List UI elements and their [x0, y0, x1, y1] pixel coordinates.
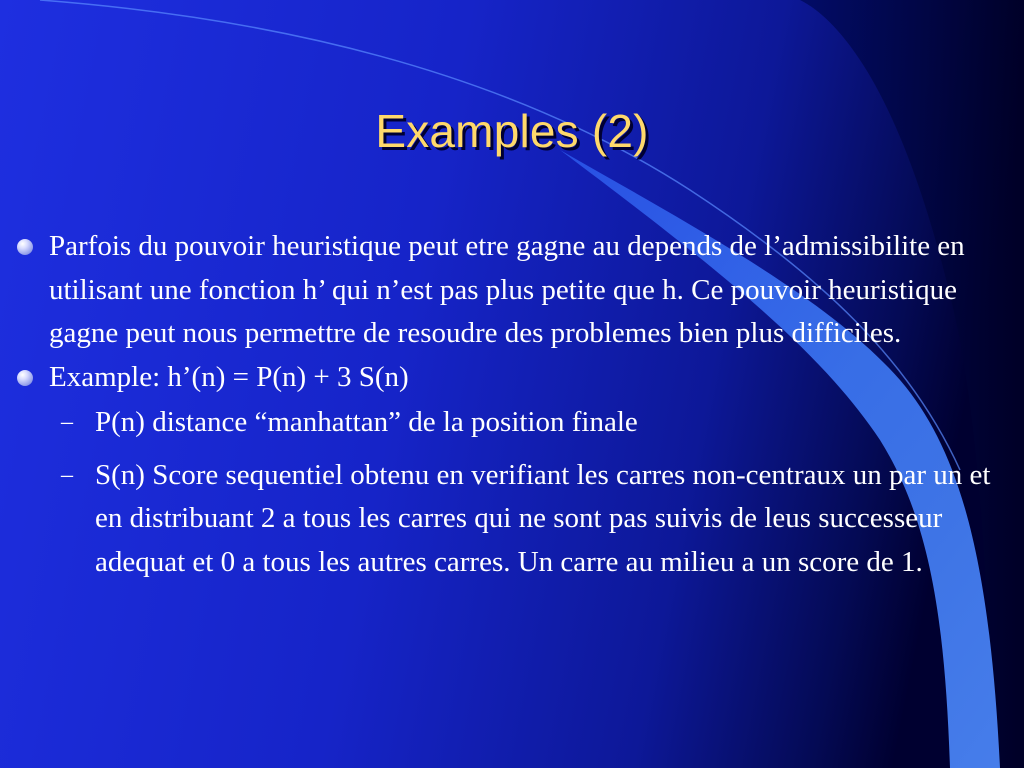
slide-title: Examples (2): [375, 105, 649, 157]
sub-bullet-item: [61, 401, 995, 445]
bullet-text: Parfois du pouvoir heuristique peut etre gagne au depends de l’admissibilite en utilisant une fonction h’ qui n’est pas plus petite que h. Ce pouvoir heuristique gagne peut nous permettre de resoudre des problemes bien plus difficiles.: [49, 230, 965, 349]
bullet-dot-icon: [17, 239, 33, 255]
sub-bullet-text: P(n) distance “manhattan” de la position finale: [95, 406, 638, 438]
bullet-item: [49, 356, 979, 400]
dash-marker: –: [61, 409, 73, 435]
dash-marker: –: [61, 461, 73, 488]
bullet-item: [49, 225, 979, 356]
sub-bullet-text: S(n) Score sequentiel obtenu en verifiant les carres non-centraux un par un et en distribuant 2 a tous les carres qui ne sont pas suivis de leus successeur adequat et 0 a tous les autres carres. Un carre au milieu a un score de 1.: [95, 458, 991, 578]
bullet-list: [0, 225, 1024, 584]
bullet-text: Example: h’(n) = P(n) + 3 S(n): [49, 360, 409, 393]
bullet-dot-icon: [17, 370, 33, 386]
sub-bullet-item: [61, 454, 995, 585]
